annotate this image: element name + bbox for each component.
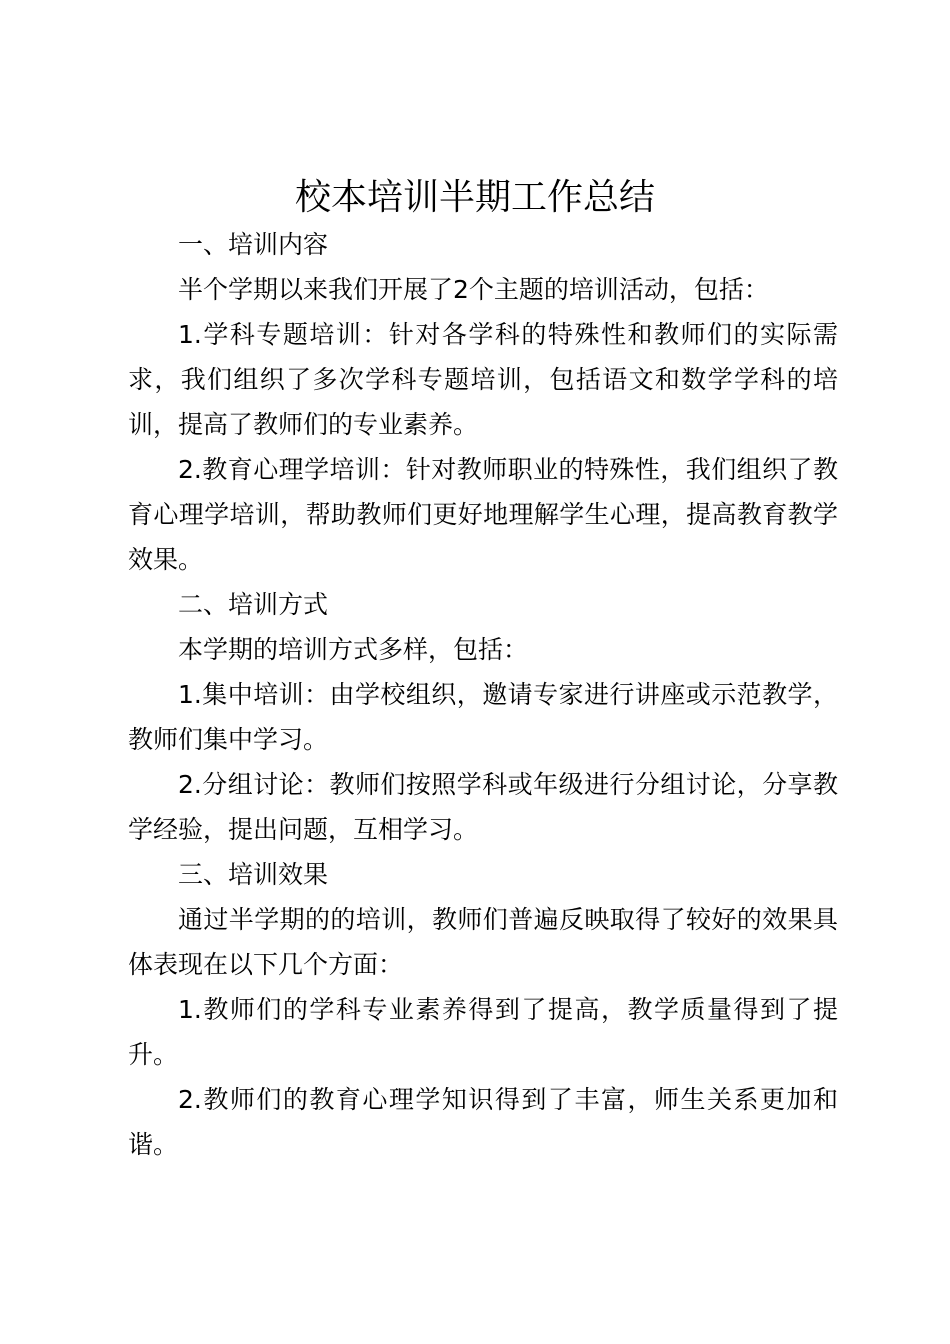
list-item: 1.教师们的学科专业素养得到了提高，教学质量得到了提升。 [128, 995, 838, 1069]
document-title: 校本培训半期工作总结 [294, 177, 655, 218]
section-heading-method: 二、培训方式 [178, 590, 329, 619]
document-body [128, 222, 838, 1167]
list-item: 2.分组讨论：教师们按照学科或年级进行分组讨论，分享教学经验，提出问题，互相学习。 [128, 770, 838, 844]
section-heading-effect: 三、培训效果 [178, 860, 329, 889]
list-item: 1.学科专题培训：针对各学科的特殊性和教师们的实际需求，我们组织了多次学科专题培训，包括语文和数学学科的培训，提高了教师们的专业素养。 [128, 320, 838, 439]
list-item: 2.教师们的教育心理学知识得到了丰富，师生关系更加和谐。 [128, 1085, 838, 1159]
list-item: 1.集中培训：由学校组织，邀请专家进行讲座或示范教学，教师们集中学习。 [128, 680, 838, 754]
paragraph: 本学期的培训方式多样，包括： [178, 635, 529, 664]
paragraph: 半个学期以来我们开展了2个主题的培训活动，包括： [178, 275, 769, 304]
section-heading-content: 一、培训内容 [178, 230, 329, 259]
paragraph: 通过半学期的的培训，教师们普遍反映取得了较好的效果具体表现在以下几个方面： [128, 905, 838, 979]
list-item: 2.教育心理学培训：针对教师职业的特殊性，我们组织了教育心理学培训，帮助教师们更好地理解学生心理，提高教育教学效果。 [128, 455, 838, 574]
